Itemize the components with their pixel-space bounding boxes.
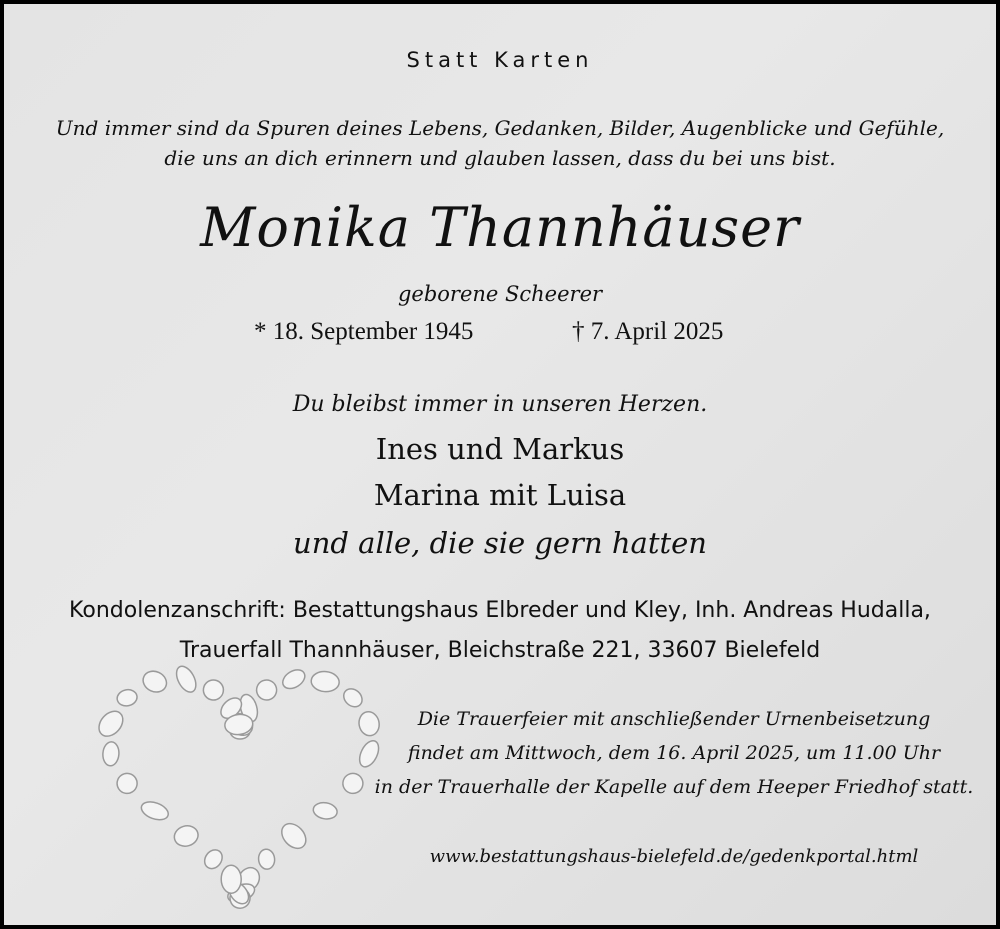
funeral-line-2: findet am Mittwoch, dem 16. April 2025, um 11.00 Uhr [407,742,941,764]
pebble [113,770,141,798]
birth-date: * 18. September 1945 [254,318,474,345]
death-date: † 7. April 2025 [572,318,724,345]
pebble-heart-image [90,664,390,914]
quote-line-2: die uns an dich erinnern und glauben lassen, dass du bei uns bist. [164,146,836,170]
pebble [339,770,366,797]
pebble [172,823,201,849]
pebble [279,666,308,692]
mourner-2: Marina mit Luisa [373,478,627,512]
condolence-line-1: Kondolenzanschrift: Bestattungshaus Elbreder und Kley, Inh. Andreas Hudalla, [69,598,931,623]
header-text: Statt Karten [406,48,594,72]
mourner-1: Ines und Markus [375,432,625,466]
condolence-line-2: Trauerfall Thannhäuser, Bleichstraße 221, 33607 Bielefeld [179,638,821,663]
pebble [340,685,366,710]
pebble [310,670,340,692]
quote-line-1: Und immer sind da Spuren deines Lebens, Gedanken, Bilder, Augenblicke und Gefühle, [55,116,945,140]
mourner-3: und alle, die sie gern hatten [293,526,707,560]
birth-name: geborene Scheerer [397,282,603,306]
obituary-card [4,4,996,925]
pebble [254,677,280,703]
pebble [221,865,241,893]
pebble [139,798,171,823]
funeral-line-1: Die Trauerfeier mit anschließender Urnenbeisetzung [417,708,931,730]
deceased-name: Monika Thannhäuser [200,196,800,259]
pebble [277,819,311,853]
pebble [140,667,170,695]
memorial-portal-link[interactable]: www.bestattungshaus-bielefeld.de/gedenkportal.html [429,846,919,867]
pebble [312,801,338,821]
pebble [173,664,200,695]
funeral-line-3: in der Trauerhalle der Kapelle auf dem Heeper Friedhof statt. [374,776,974,798]
pebble [201,846,226,872]
pebble [116,688,139,708]
pebble [102,741,120,766]
motto: Du bleibst immer in unseren Herzen. [292,392,708,417]
pebble [258,848,276,870]
pebble [202,679,225,702]
pebble [94,707,127,741]
